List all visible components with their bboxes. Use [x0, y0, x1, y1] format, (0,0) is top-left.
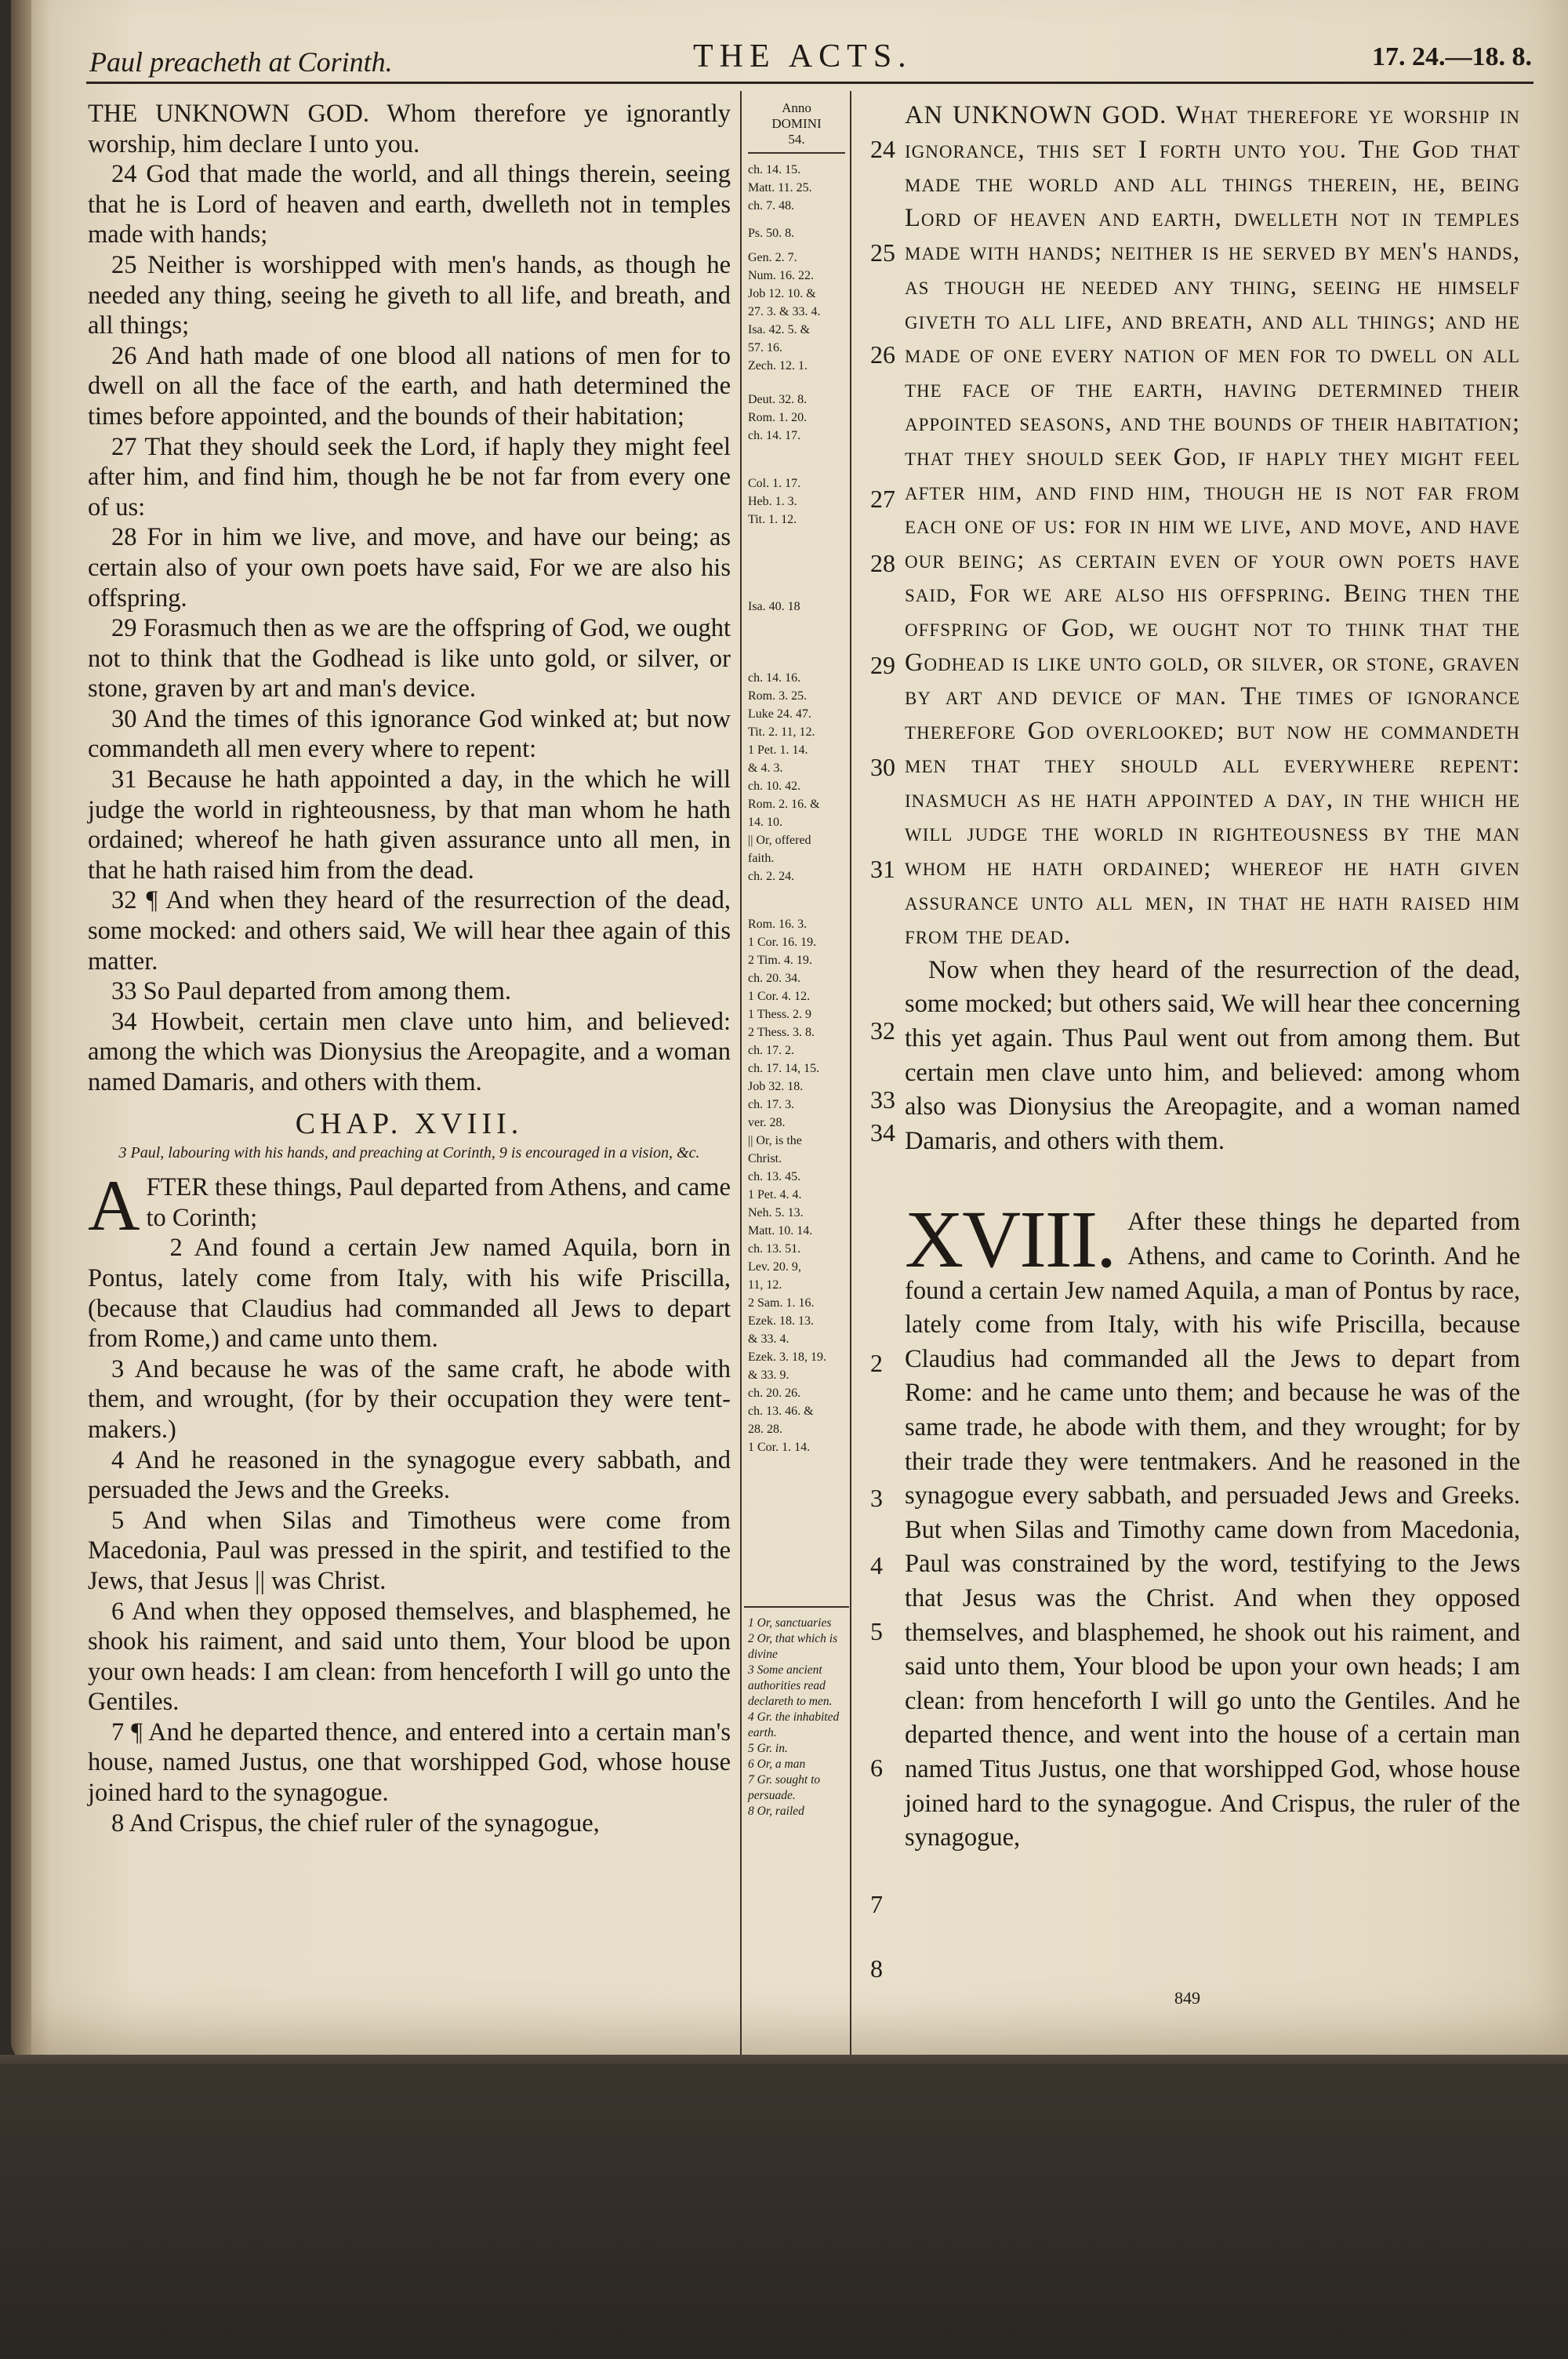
verse-18-2: 2 And found a certain Jew named Aquila, born in Pontus, lately come from Italy, with his wife Priscilla, (because that Claudius had commanded all Jews to depart from Rome,) and came unto them.: [88, 1234, 731, 1354]
cross-reference: 14. 10.: [748, 816, 782, 829]
cross-reference: 2 Thess. 3. 8.: [748, 1026, 815, 1039]
drop-capital: A: [88, 1165, 140, 1246]
verse-18-1-text: FTER these things, Paul departed from Athens, and came to Corinth;: [146, 1173, 731, 1232]
revised-verse-number: 24: [870, 135, 895, 163]
revised-verse-number: 34: [870, 1118, 895, 1147]
cross-reference: Lev. 20. 9,: [748, 1260, 801, 1274]
cross-reference: 1 Cor. 16. 19.: [748, 936, 817, 949]
cross-reference: Matt. 10. 14.: [748, 1224, 813, 1238]
cross-reference: 11, 12.: [748, 1278, 782, 1292]
column-divider-left: [740, 91, 742, 2064]
cross-reference: ch. 20. 26.: [748, 1387, 801, 1400]
cross-reference: Gen. 2. 7.: [748, 251, 797, 264]
cross-reference: 1 Pet. 4. 4.: [748, 1188, 802, 1201]
anno-line: Anno: [782, 100, 811, 115]
revised-paragraph-2: Now when they heard of the resurrection of the dead, some mocked; but others said, We will hear thee concerning this yet again. Thus Paul went out from among them. But certain men clave unto him, and believed: among whom also was Dionysius the Areopagite, and a woman named Damaris, and others with them.: [905, 955, 1520, 1155]
cross-reference: & 4. 3.: [748, 761, 783, 775]
verse-18-6: 6 And when they opposed themselves, and blasphemed, he shook his raiment, and said unto them, Your blood be upon your own heads: I am clean: from henceforth I will go unto the Gentiles.: [88, 1597, 731, 1717]
verse-18-4: 4 And he reasoned in the synagogue every sabbath, and persuaded the Jews and the Greeks.: [88, 1445, 731, 1505]
revised-verse-number: 28: [870, 549, 895, 577]
verse-18-1: [88, 1165, 731, 1246]
marginal-note: 8 Or, railed: [748, 1805, 804, 1818]
cross-reference: ch. 10. 42.: [748, 780, 801, 793]
book-page: [11, 0, 1568, 2064]
cross-reference: Heb. 1. 3.: [748, 495, 797, 508]
cross-reference: Tit. 2. 11, 12.: [748, 725, 815, 739]
marginal-note: 1 Or, sanctuaries: [748, 1616, 832, 1630]
cross-reference: ch. 17. 14, 15.: [748, 1062, 820, 1075]
cross-reference: 27. 3. & 33. 4.: [748, 305, 821, 318]
anno-rule: [748, 152, 845, 154]
marginal-note: 7 Gr. sought to persuade.: [748, 1773, 821, 1802]
cross-reference: 1 Thess. 2. 9: [748, 1008, 812, 1021]
header-rule: [86, 82, 1534, 84]
cross-reference: Luke 24. 47.: [748, 707, 811, 721]
right-column-revised: [905, 99, 1520, 1856]
revised-chapter-number: XVIII.: [905, 1194, 1116, 1285]
verse-25: 25 Neither is worshipped with men's hands, as though he needed any thing, seeing he giveth to all life, and breath, and all things;: [88, 250, 731, 340]
anno-domini: [748, 100, 845, 147]
cross-reference: ch. 2. 24.: [748, 870, 795, 883]
marginal-note: 2 Or, that which is divine: [748, 1632, 838, 1661]
cross-reference: ch. 17. 3.: [748, 1098, 795, 1111]
verse-31: 31 Because he hath appointed a day, in the which he will judge the world in righteousness, by that man whom he hath ordained; whereof he hath given assurance unto all men, in that he hath raised him from the dead.: [88, 765, 731, 885]
revised-verse-number: 5: [870, 1617, 883, 1645]
cross-reference: Ezek. 3. 18, 19.: [748, 1350, 826, 1364]
marginal-note: 4 Gr. the inhabited earth.: [748, 1710, 840, 1739]
revised-p1-text: AN UNKNOWN GOD. What therefore ye worship in ignorance, this set I forth unto you. The God that made the world and all things therein, he, being Lord of heaven and earth, dwelleth not in temples made with hands; neither is he served by men's hands, as though he needed any thing, seeing he himself giveth to all life, and breath, and all things; and he made of one every nation of men for to dwell on all the face of the earth, having determined their appointed seasons, and the bounds of their habitation; that they should seek God, if haply they might feel after him, and find him, though he is not far from each one of us: for in him we live, and move, and have our being; as certain even of your own poets have said, For we are also his offspring. Being then the offspring of God, we ought not to think that the Godhead is like unto gold, or silver, or stone, graven by art and device of man. The times of ignorance therefore God overlooked; but now he commandeth men that they should all everywhere repent: inasmuch as he hath appointed a day, in the which he will judge the world in righteousness by the man whom he hath ordained; whereof he hath given assurance unto all men, in that he hath raised him from the dead.: [905, 101, 1520, 951]
cross-reference: Christ.: [748, 1152, 782, 1165]
cross-reference: Isa. 40. 18: [748, 600, 800, 613]
cross-reference: 1 Pet. 1. 14.: [748, 743, 808, 757]
cross-reference: ver. 28.: [748, 1116, 786, 1129]
cross-reference: 57. 16.: [748, 341, 782, 354]
cross-reference: Rom. 2. 16. &: [748, 798, 820, 811]
cross-reference: Ezek. 18. 13.: [748, 1314, 814, 1328]
marginal-note: 5 Gr. in.: [748, 1742, 788, 1755]
revised-verse-number: 2: [870, 1349, 883, 1377]
anno-line: DOMINI: [771, 116, 822, 131]
page-number: 849: [1174, 1988, 1200, 2008]
cross-reference: ch. 14. 15.: [748, 163, 801, 176]
revised-paragraph-1: [905, 99, 1520, 954]
verse-26: 26 And hath made of one blood all nations of men for to dwell on all the face of the earth, and hath determined the times before appointed, and the bounds of their habitation;: [88, 341, 731, 431]
cross-reference: Rom. 16. 3.: [748, 918, 808, 931]
cross-reference: || Or, offered: [748, 834, 811, 847]
verse-18-8: 8 And Crispus, the chief ruler of the synagogue,: [111, 1808, 600, 1837]
revised-verse-number: 4: [870, 1551, 883, 1579]
book-spine: [11, 0, 31, 2064]
cross-reference: ch. 13. 51.: [748, 1242, 801, 1256]
revised-verse-number: 8: [870, 1954, 883, 1983]
verse-18-7: 7 ¶ And he departed thence, and entered into a certain man's house, named Justus, one that worshipped God, whose house joined hard to the synagogue.: [88, 1717, 731, 1808]
header-left-title: Paul preacheth at Corinth.: [89, 46, 393, 78]
cross-reference: Rom. 1. 20.: [748, 411, 808, 424]
cross-reference: Tit. 1. 12.: [748, 513, 797, 526]
notes-rule: [744, 1606, 849, 1608]
revised-verse-number: 32: [870, 1016, 895, 1045]
cross-reference: Zech. 12. 1.: [748, 359, 808, 373]
running-header: [89, 38, 1532, 85]
marginal-notes: [748, 1616, 845, 1819]
verse-30: 30 And the times of this ignorance God winked at; but now commandeth all men every where to repent:: [88, 704, 731, 764]
verse-18-5: 5 And when Silas and Timotheus were come from Macedonia, Paul was pressed in the spirit, and testified to the Jews, that Jesus || was Christ.: [88, 1506, 731, 1595]
cross-reference: 28. 28.: [748, 1423, 782, 1436]
cross-reference: ch. 13. 46. &: [748, 1405, 814, 1418]
revised-verse-number: 27: [870, 485, 895, 513]
cross-reference: Job 32. 18.: [748, 1080, 804, 1093]
cross-reference: 2 Sam. 1. 16.: [748, 1296, 815, 1310]
verse-27: 27 That they should seek the Lord, if haply they might feel after him, and find him, though he be not far from every one of us:: [88, 432, 731, 522]
revised-verse-number: 6: [870, 1754, 883, 1782]
verse-18-3: 3 And because he was of the same craft, he abode with them, and wrought, (for by their occupation they were tent-makers.): [88, 1354, 731, 1444]
verse-33: 33 So Paul departed from among them.: [111, 977, 511, 1006]
revised-verse-number: 31: [870, 855, 895, 883]
header-book-title: THE ACTS.: [693, 38, 913, 75]
cross-reference: Isa. 42. 5. &: [748, 323, 811, 336]
verse-29: 29 Forasmuch then as we are the offspring of God, we ought not to think that the Godhead is like unto gold, or silver, or stone, graven by art and man's device.: [88, 614, 731, 703]
revised-verse-number: 29: [870, 651, 895, 679]
cross-reference: Neh. 5. 13.: [748, 1206, 804, 1219]
revised-verse-number: 7: [870, 1890, 883, 1918]
cross-reference: & 33. 4.: [748, 1332, 789, 1346]
cross-reference: ch. 14. 17.: [748, 429, 801, 442]
verse-34: 34 Howbeit, certain men clave unto him, and believed: among the which was Dionysius the Areopagite, and a woman named Damaris, and others with them.: [88, 1007, 731, 1096]
cross-reference-column: [748, 100, 845, 1457]
cross-reference: Matt. 11. 25.: [748, 181, 812, 194]
cross-reference: ch. 7. 48.: [748, 199, 795, 213]
cross-reference: Col. 1. 17.: [748, 477, 801, 490]
header-chapter-range: 17. 24.—18. 8.: [1372, 42, 1532, 71]
anno-line: 54.: [788, 132, 805, 147]
cross-reference: 1 Cor. 1. 14.: [748, 1441, 811, 1454]
verse-24: 24 God that made the world, and all things therein, seeing that he is Lord of heaven and earth, dwelleth not in temples made with hands;: [88, 160, 731, 249]
revised-verse-number: 3: [870, 1484, 883, 1512]
cross-reference: & 33. 9.: [748, 1369, 789, 1382]
cross-reference: faith.: [748, 852, 775, 865]
marginal-note: 6 Or, a man: [748, 1757, 806, 1771]
verse-32: 32 ¶ And when they heard of the resurrection of the dead, some mocked: and others said, We will hear thee again of this matter.: [88, 886, 731, 976]
cross-reference: Job 12. 10. &: [748, 287, 816, 300]
cross-reference: ch. 17. 2.: [748, 1044, 795, 1057]
revised-verse-number: 26: [870, 340, 895, 369]
cross-reference: ch. 13. 45.: [748, 1170, 801, 1183]
cross-reference: 1 Cor. 4. 12.: [748, 990, 811, 1003]
column-divider-right: [850, 91, 851, 2064]
chapter-summary: 3 Paul, labouring with his hands, and preaching at Corinth, 9 is encouraged in a vision, &c.: [118, 1144, 700, 1162]
cross-reference: || Or, is the: [748, 1134, 802, 1147]
revised-verse-number: 30: [870, 753, 895, 781]
verse-23: THE UNKNOWN GOD. Whom therefore ye ignorantly worship, him declare I unto you.: [88, 100, 731, 158]
cross-reference: Num. 16. 22.: [748, 269, 814, 282]
revised-verse-number: 33: [870, 1085, 895, 1114]
marginal-note: 3 Some ancient authorities read declareth to men.: [748, 1663, 833, 1708]
verse-28: 28 For in him we live, and move, and have our being; as certain also of your own poets have said, For we are also his offspring.: [88, 523, 731, 612]
cross-reference: Rom. 3. 25.: [748, 689, 808, 703]
revised-chapter-18: [905, 1194, 1520, 1855]
cross-reference: ch. 20. 34.: [748, 972, 801, 985]
left-column-kjv: [88, 99, 731, 1838]
cross-reference: ch. 14. 16.: [748, 671, 801, 685]
reference-list: [748, 162, 845, 1456]
revised-paragraph-3: After these things he departed from Athens, and came to Corinth. And he found a certain Jew named Aquila, a man of Pontus by race, lately come from Italy, with his wife Priscilla, because Claudius had commanded all the Jews to depart from Rome: and he came unto them; and because he was of the same trade, he abode with them, and they wrought; for by their trade they were tentmakers. And he reasoned in the synagogue every sabbath, and persuaded Jews and Greeks. But when Silas and Timothy came down from Macedonia, Paul was constrained by the word, testifying to the Jews that Jesus was the Christ. And when they opposed themselves, and blasphemed, he shook out his raiment, and said unto them, Your blood be upon your own heads; I am clean: from henceforth I will go unto the Gentiles. And he departed thence, and went into the house of a certain man named Titus Justus, one that worshipped God, whose house joined hard to the synagogue. And Crispus, the ruler of the synagogue,: [905, 1208, 1520, 1852]
cross-reference: Ps. 50. 8.: [748, 227, 795, 240]
cross-reference: Deut. 32. 8.: [748, 393, 808, 406]
cross-reference: 2 Tim. 4. 19.: [748, 954, 812, 967]
chapter-heading: CHAP. XVIII.: [295, 1107, 524, 1140]
revised-verse-number: 25: [870, 238, 895, 267]
table-surface: [0, 2064, 1568, 2359]
